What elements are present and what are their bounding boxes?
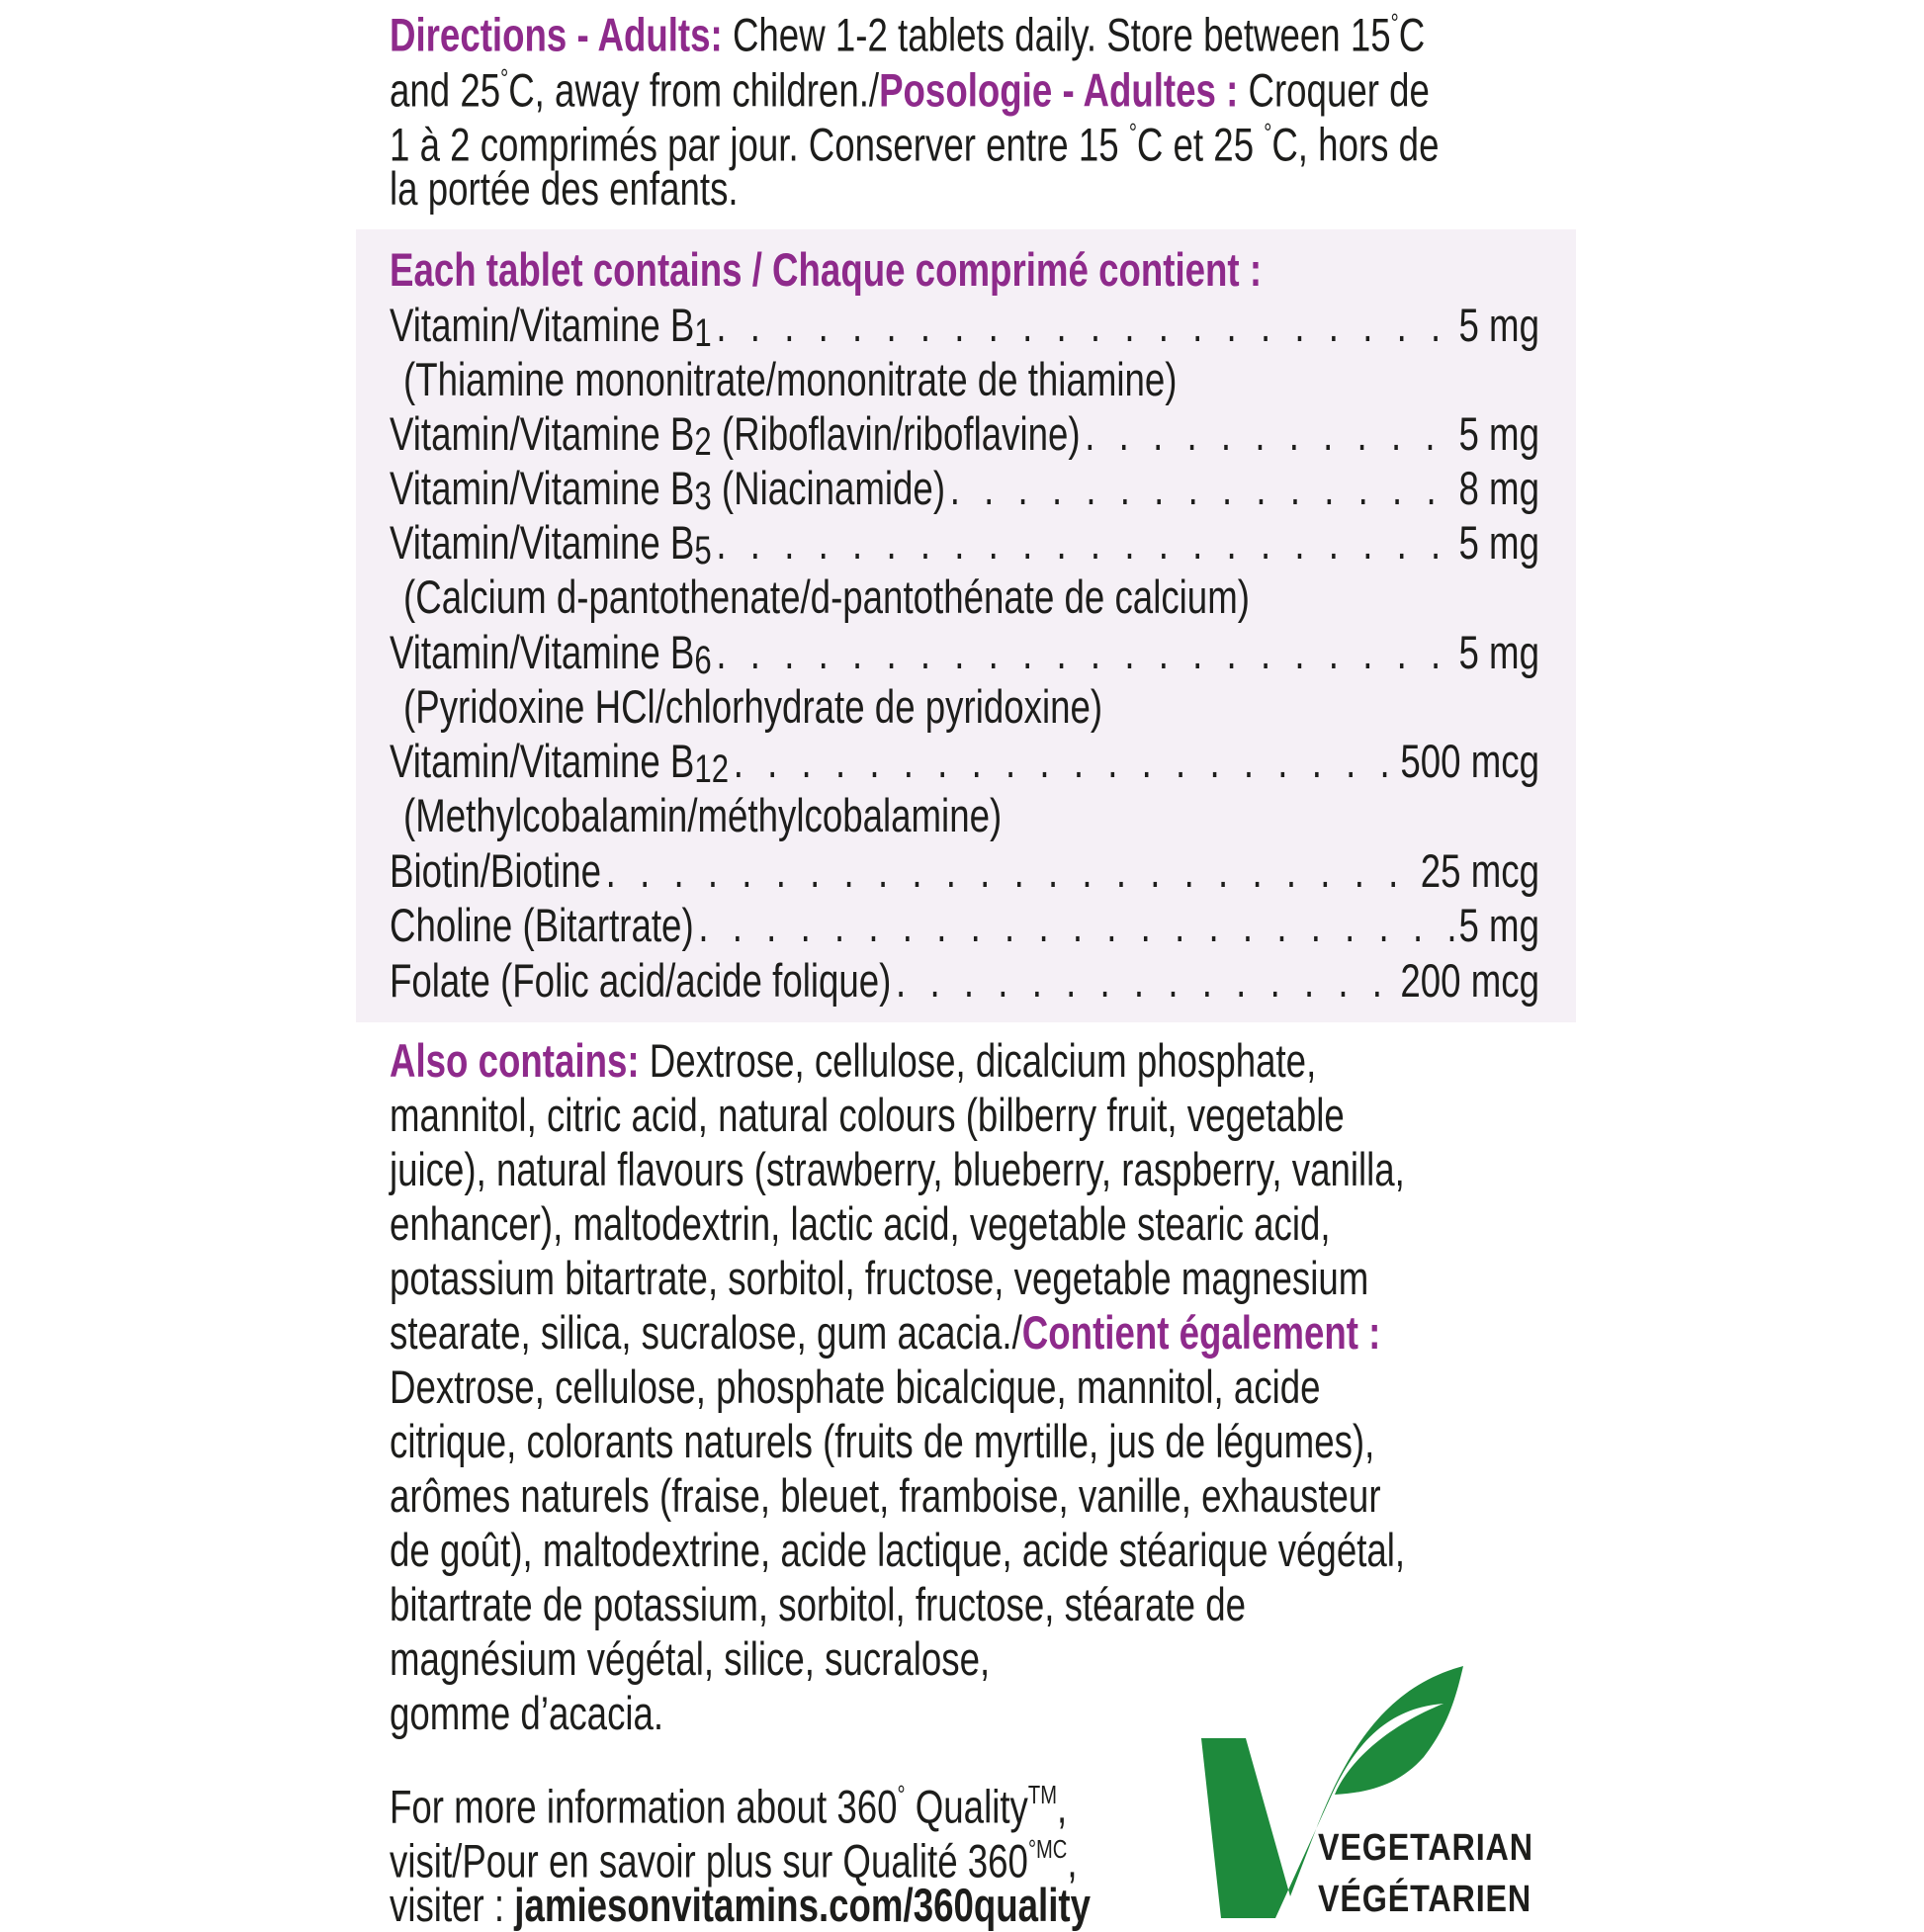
contient-line: Dextrose, cellulose, phosphate bicalcique, mannitol, acide <box>390 1361 1321 1413</box>
ingredient-note: (Pyridoxine HCl/chlorhydrate de pyridoxine) <box>403 680 1103 733</box>
directions-line-1: Directions - Adults: Chew 1-2 tablets daily. Store between 15°C <box>390 8 1426 61</box>
also-contains-label: Also contains: <box>390 1034 640 1087</box>
dot-leader <box>734 734 1396 788</box>
ingredient-amount: 25 mcg <box>1420 844 1539 897</box>
ingredient-row-choline <box>390 898 1539 952</box>
quality-line-1: For more information about 360° Quality™, <box>390 1780 1068 1833</box>
ingredient-name: Vitamin/Vitamine B6 <box>390 626 712 682</box>
ingredient-row-b12 <box>390 734 1539 791</box>
ingredient-amount: 5 mg <box>1458 407 1539 460</box>
dot-leader <box>1085 406 1454 461</box>
ingredient-amount: 5 mg <box>1458 626 1539 678</box>
ingredient-name: Vitamin/Vitamine B1 <box>390 299 712 355</box>
ingredient-row-b6 <box>390 625 1539 682</box>
ingredient-name: Folate (Folic acid/acide folique) <box>390 954 892 1007</box>
dot-leader <box>698 898 1453 952</box>
contient-egalement-label: Contient également : <box>1021 1306 1381 1359</box>
directions-line-3: 1 à 2 comprimés par jour. Conserver entre 15 °C et 25 °C, hors de <box>390 118 1440 171</box>
ingredient-name: Vitamin/Vitamine B3 (Niacinamide) <box>390 462 946 518</box>
ingredient-row-b5 <box>390 515 1539 570</box>
also-contains-line: stearate, silica, sucralose, gum acacia./Contient également : <box>390 1306 1381 1359</box>
ingredient-row-b2 <box>390 406 1539 464</box>
ingredient-name: Vitamin/Vitamine B12 <box>390 735 730 791</box>
ingredient-amount: 5 mg <box>1458 899 1539 951</box>
directions-line-4: la portée des enfants. <box>390 162 739 215</box>
directions-line-2: and 25°C, away from children./Posologie - Adultes : Croquer de <box>390 63 1430 117</box>
ingredient-row-biotin <box>390 843 1539 898</box>
ingredient-row-b1 <box>390 298 1539 355</box>
contient-line: de goût), maltodextrine, acide lactique, acide stéarique végétal, <box>390 1524 1406 1576</box>
ingredient-amount: 500 mcg <box>1400 735 1539 787</box>
ingredient-amount: 5 mg <box>1458 299 1539 351</box>
quality-line-2: visit/Pour en savoir plus sur Qualité $360^{^\circ MC}$, <box>390 1834 1078 1888</box>
quality-url-link[interactable]: jamiesonvitamins.com/360quality <box>514 1879 1092 1931</box>
directions-label-fr: Posologie - Adultes : <box>879 63 1239 117</box>
dot-leader <box>716 515 1453 570</box>
directions-label-en: Directions - Adults: <box>390 8 723 61</box>
also-contains-line: Also contains: Dextrose, cellulose, dicalcium phosphate, <box>390 1034 1317 1087</box>
dot-leader <box>896 953 1396 1008</box>
ingredient-name: Biotin/Biotine <box>390 844 601 897</box>
vegetarian-label-en: VEGETARIAN <box>1318 1827 1533 1869</box>
quality-line-3: visiter : jamiesonvitamins.com/360quality <box>390 1879 1092 1931</box>
also-contains-line: mannitol, citric acid, natural colours (bilberry fruit, vegetable <box>390 1089 1345 1141</box>
ingredient-row-folate <box>390 953 1539 1008</box>
ingredients-heading: Each tablet contains / Chaque comprimé contient : <box>390 243 1263 296</box>
ingredient-name: Vitamin/Vitamine B2 (Riboflavin/riboflavine) <box>390 407 1081 464</box>
also-contains-line: potassium bitartrate, sorbitol, fructose, vegetable magnesium <box>390 1252 1369 1304</box>
ingredient-amount: 5 mg <box>1458 516 1539 569</box>
dot-leader <box>950 461 1454 515</box>
contient-line: bitartrate de potassium, sorbitol, fructose, stéarate de <box>390 1578 1247 1630</box>
also-contains-line: juice), natural flavours (strawberry, blueberry, raspberry, vanilla, <box>390 1143 1405 1195</box>
contient-line: magnésium végétal, silice, sucralose, <box>390 1632 991 1685</box>
ingredient-name: Vitamin/Vitamine B5 <box>390 516 712 572</box>
also-contains-line: enhancer), maltodextrin, lactic acid, vegetable stearic acid, <box>390 1197 1331 1250</box>
dot-leader <box>606 843 1416 898</box>
ingredient-note: (Calcium d-pantothenate/d-pantothénate de calcium) <box>403 571 1250 623</box>
ingredient-row-b3 <box>390 461 1539 518</box>
contient-line: gomme d’acacia. <box>390 1687 664 1739</box>
ingredient-amount: 8 mg <box>1458 462 1539 514</box>
ingredient-note: (Methylcobalamin/méthylcobalamine) <box>403 789 1003 841</box>
vegetarian-label-fr: VÉGÉTARIEN <box>1318 1879 1532 1920</box>
ingredient-note: (Thiamine mononitrate/mononitrate de thiamine) <box>403 353 1178 405</box>
ingredient-name: Choline (Bitartrate) <box>390 899 694 951</box>
dot-leader <box>716 298 1453 352</box>
contient-line: citrique, colorants naturels (fruits de myrtille, jus de légumes), <box>390 1415 1375 1467</box>
contient-line: arômes naturels (fraise, bleuet, framboise, vanille, exhausteur <box>390 1469 1381 1522</box>
ingredient-amount: 200 mcg <box>1400 954 1539 1007</box>
dot-leader <box>716 625 1453 679</box>
